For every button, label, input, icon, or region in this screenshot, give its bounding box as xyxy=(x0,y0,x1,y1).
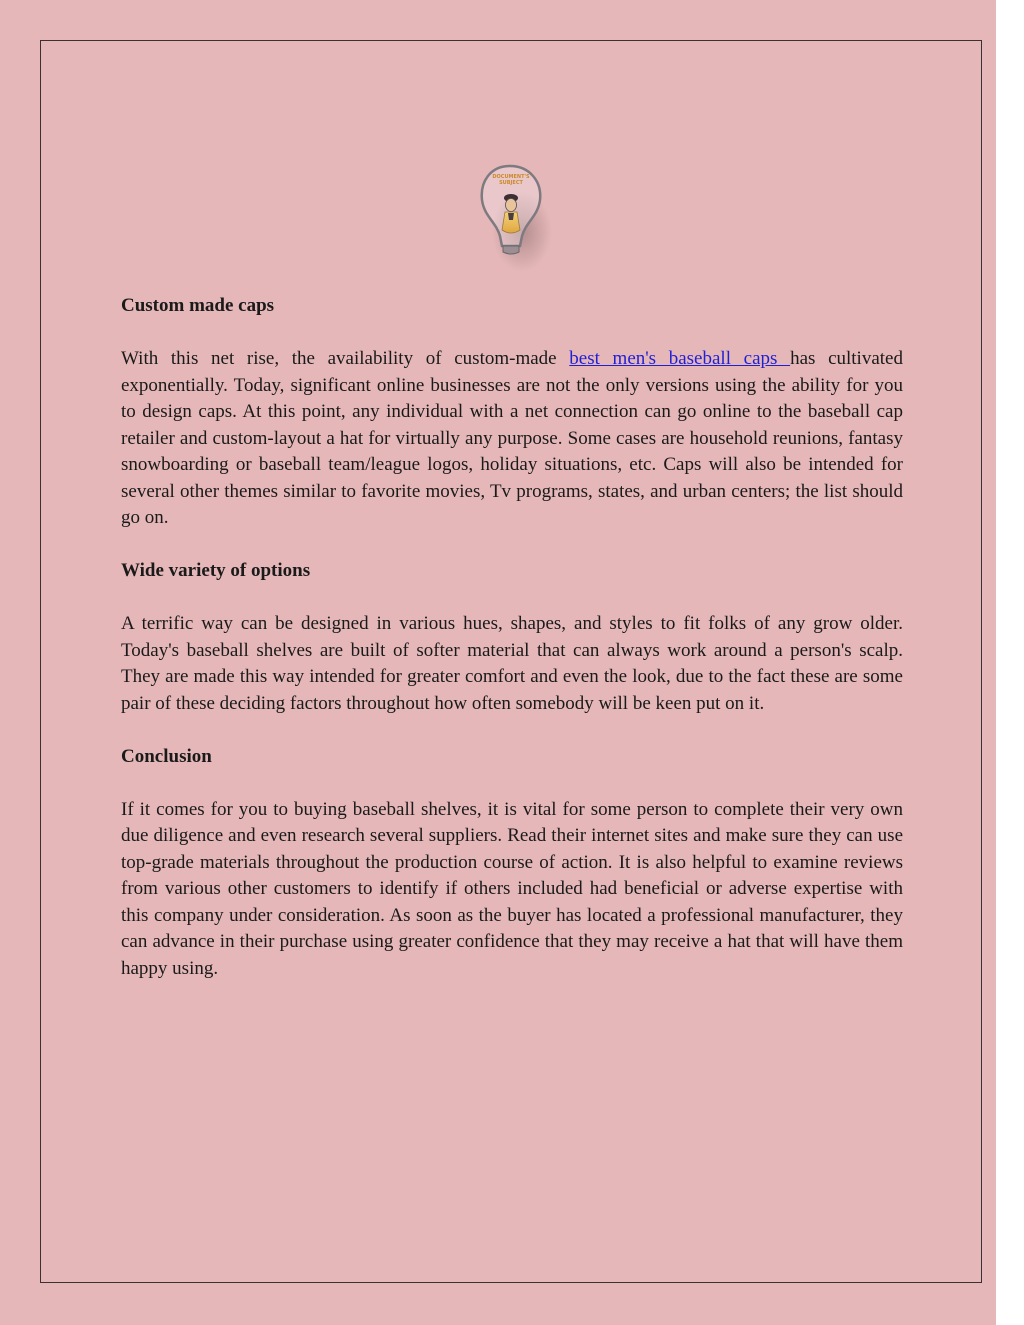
section-heading-wide-variety: Wide variety of options xyxy=(121,560,311,581)
section-paragraph-custom-made-caps xyxy=(121,346,903,532)
section-paragraph-conclusion: If it comes for you to buying baseball shelves, it is vital for some person to complete their very own due diligence and even research several suppliers. Read their internet sites and make sure they can use top-grade materials throughout the production course of action. It is also helpful to examine reviews from various other customers to identify if others included had beneficial or adverse expertise with this company under consideration. As soon as the buyer has located a professional manufacturer, they can advance in their purchase using greater confidence that they may receive a hat that will have them happy using. xyxy=(121,798,903,979)
section-heading-custom-made-caps: Custom made caps xyxy=(121,295,275,316)
section-paragraph-wide-variety: A terrific way can be designed in various hues, shapes, and styles to fit folks of any grow older. Today's baseball shelves are built of softer material that can always work around a person's scalp. They are made this way intended for greater comfort and even the look, due to the fact these are some pair of these deciding factors throughout how often somebody will be keen put on it. xyxy=(121,613,903,714)
paragraph-text: With this net rise, the availability of custom-made xyxy=(121,348,570,369)
section-heading-conclusion: Conclusion xyxy=(121,745,212,767)
paragraph-text: has cultivated exponentially. Today, significant online businesses are not the only versions using the ability for you to design caps. At this point, any individual with a net connection can go online to the baseball cap retailer and custom-layout a hat for virtually any purpose. Some cases are household reunions, fantasy snowboarding or baseball team/league logos, holiday situations, etc. Caps will also be intended for several other themes similar to favorite movies, Tv programs, states, and urban centers; the list should go on. xyxy=(121,348,903,528)
best-mens-baseball-caps-link[interactable]: best men's baseball caps xyxy=(569,348,791,369)
document-body xyxy=(121,293,903,1009)
svg-text:DOCUMENT'S: DOCUMENT'S xyxy=(492,174,530,180)
lightbulb-figure-logo-icon xyxy=(472,160,556,272)
svg-text:SUBJECT: SUBJECT xyxy=(499,180,523,186)
